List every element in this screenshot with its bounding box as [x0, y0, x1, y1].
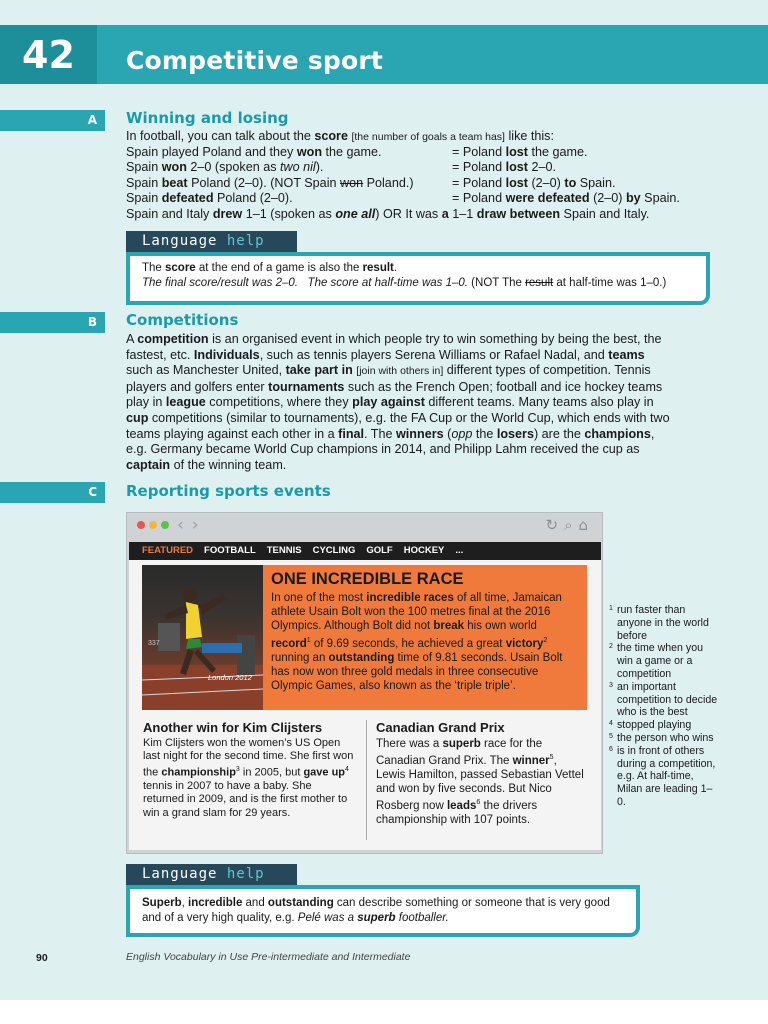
site-nav	[129, 542, 601, 560]
back-forward-arrows-icon: ‹›	[177, 515, 207, 535]
story-clijsters	[143, 720, 355, 820]
glossary-item: 1 run faster than anyone in the world before	[609, 604, 709, 642]
sprinter-photo	[142, 565, 263, 710]
photo-number: 337	[148, 640, 160, 647]
section-c-title: Reporting sports events	[126, 482, 331, 500]
story-grand-prix-title: Canadian Grand Prix	[376, 720, 505, 735]
glossary	[609, 604, 719, 809]
section-b-title: Competitions	[126, 311, 239, 329]
section-b-body: A competition is an organised event in which people try to win something by being the best, the fastest, etc. Individuals, such as tennis players Serena Williams or Rafael Nadal, and teams such as Manchester United, take part in [join with others in] different types of competition. Tennis players and golfers enter tournaments such as the French Open; football and ice hockey teams play in league competitions, where they play against different teams. Many teams also play in cup competitions (similar to tournaments), e.g. the FA Cup or the World Cup, which ends with two teams playing against each other in a final. The winners (opp the losers) are the champions, e.g. Germany became World Cup champions in 2014, and Philipp Lahm received the cup as captain of the winning team.	[126, 332, 670, 472]
book-title: English Vocabulary in Use Pre-intermediate and Intermediate	[126, 951, 411, 963]
section-b-tab: B	[0, 312, 105, 333]
nav-tennis: TENNIS	[266, 545, 302, 556]
feature-title: ONE INCREDIBLE RACE	[271, 570, 464, 588]
language-help-label-1: Language help	[126, 231, 297, 252]
unit-header-bar	[0, 25, 768, 84]
language-help-label-2: Language help	[126, 864, 297, 885]
glossary-item: 5 the person who wins	[609, 731, 714, 744]
photo-caption: London 2012	[208, 673, 252, 682]
minimize-dot-icon	[149, 521, 157, 529]
close-dot-icon	[137, 521, 145, 529]
maximize-dot-icon	[161, 521, 169, 529]
section-a-body: In football, you can talk about the score [the number of goals a team has] like this: Spain played Poland and they won the game. = Poland lost the game. Spain won 2–0 (spoken as two nil). = Poland lost 2–0. Spain beat Poland (2–0). (NOT Spain won Poland.) = Poland lost (2–0) to Spain. Spain defeated Poland (2–0). = Poland were defeated (2–0) by Spain. Spain and Italy drew 1–1 (spoken as one all) OR It was a 1–1 draw between Spain and Italy.	[126, 129, 680, 221]
story-clijsters-title: Another win for Kim Clijsters	[143, 720, 323, 735]
nav-hockey: HOCKEY	[403, 545, 445, 556]
toolbar-icons	[545, 516, 594, 534]
story-clijsters-body: Kim Clijsters won the women’s US Open last night for the second time. She first won the championship$^3$ in 2005, but gave $up^4$ tennis in 2007 to have a baby. She returned in 2009, and is the first mother to win a grand slam for 29 years.	[143, 737, 354, 819]
story-grand-prix-body: There was a superb race for the Canadian Grand Prix. The winner$^5$, Lewis Hamilton, passed Sebastian Vettel and won by five seconds. But Nico Rosberg now leads$^6$ the drivers championship with 107 points.	[376, 738, 584, 826]
glossary-item: 4 stopped playing	[609, 719, 692, 732]
nav-more: ...	[455, 545, 464, 556]
home-icon: ⌂	[578, 516, 594, 534]
search-icon: ⌕	[564, 516, 579, 534]
glossary-item: 3 an important competition to decide who is the best	[609, 680, 718, 719]
section-a-title: Winning and losing	[126, 109, 289, 127]
nav-cycling: CYCLING	[312, 545, 356, 556]
section-c-tab: C	[0, 482, 105, 503]
glossary-item: 2 the time when you win a game or a competition	[609, 642, 703, 680]
language-help-box-2: Superb, incredible and outstanding can describe something or someone that is very good and of a very high quality, e.g. Pelé was a superb footballer.	[126, 885, 640, 937]
reload-icon: ↻	[545, 516, 565, 534]
nav-golf: GOLF	[366, 545, 393, 556]
story-grand-prix	[376, 720, 588, 827]
feature-body: In one of the most incredible races of all time, Jamaican athlete Usain Bolt won the 100 metres final at the 2016 Olympics. Although Bolt did not break his own world record$^1$ of 9.69 seconds, he achieved a great victory$^2$ running an outstanding time of 9.81 seconds. Usain Bolt has now won three gold medals in three consecutive Olympic Games, also known as the ‘triple triple’.	[271, 592, 563, 693]
feature-article	[263, 565, 587, 710]
language-help-box-1: The score at the end of a game is also the result. The final score/result was 2–0. The score at half-time was 1–0. (NOT The result at half-time was 1–0.)	[126, 252, 710, 305]
nav-football: FOOTBALL	[204, 545, 256, 556]
section-a-tab: A	[0, 110, 105, 131]
page-number: 90	[36, 952, 48, 964]
glossary-item: 6 is in front of others during a competition, e.g. At half-time, Milan are leading 1–0.	[609, 744, 716, 808]
browser-window	[126, 512, 603, 854]
article-content	[129, 560, 601, 850]
nav-featured: FEATURED	[142, 545, 194, 556]
story-divider	[366, 720, 367, 840]
unit-title: Competitive sport	[126, 46, 384, 75]
unit-number: 42	[0, 25, 97, 84]
